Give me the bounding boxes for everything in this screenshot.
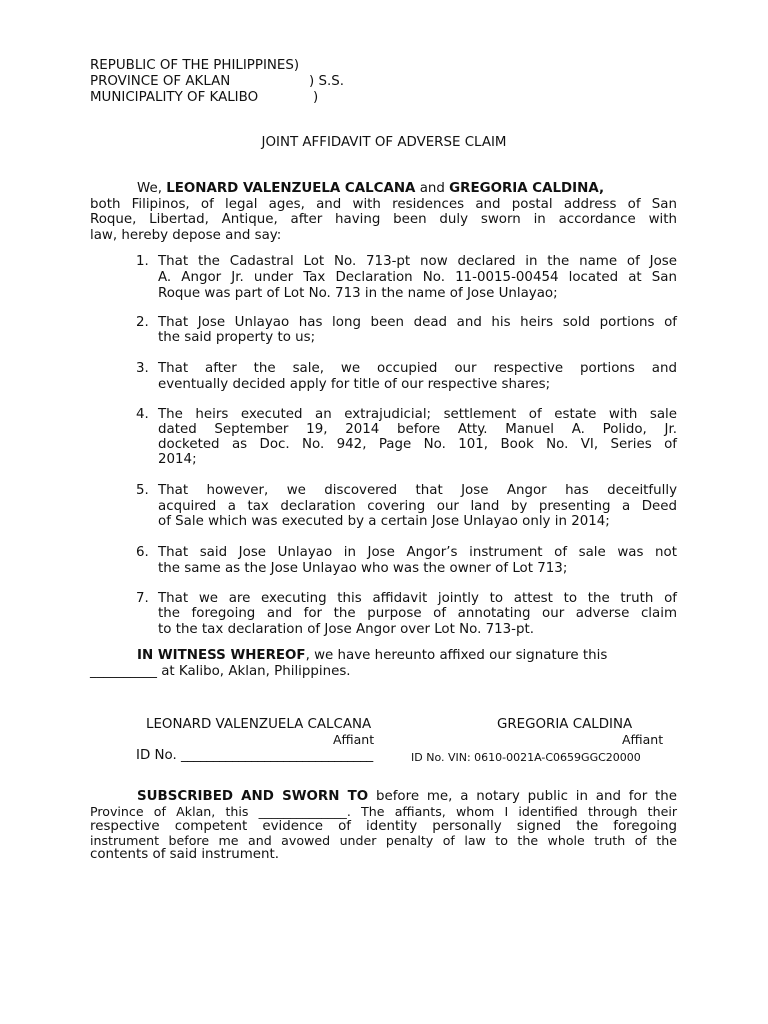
item-line: A. Angor Jr. under Tax Declaration No. 11-0015-00454 located at San [158, 270, 677, 285]
intro-line-4: law, hereby depose and say: [90, 228, 282, 243]
witness-line-2 [90, 664, 351, 680]
item-line: That the Cadastral Lot No. 713-pt now declared in the name of Jose [158, 254, 677, 269]
item-line: to the tax declaration of Jose Angor over Lot No. 713-pt. [158, 622, 535, 637]
jurat-line-5: contents of said instrument. [90, 847, 280, 862]
venue-paren: ) [313, 90, 319, 105]
witness-date-blank: __________ [90, 664, 157, 679]
item-line: the foregoing and for the purpose of annotating our adverse claim [158, 606, 677, 621]
item-number: 4. [136, 407, 149, 422]
id-line-1 [136, 748, 373, 764]
item-line: 2014; [158, 452, 197, 467]
venue-ss: ) S.S. [309, 74, 344, 89]
document-title: JOINT AFFIDAVIT OF ADVERSE CLAIM [261, 135, 507, 150]
item-line: Roque was part of Lot No. 713 in the name of Jose Unlayao; [158, 286, 558, 301]
item-line: That however, we discovered that Jose Angor has deceitfully [158, 483, 677, 498]
jurat-line-2: Province of Aklan, this ______________. The affiants, whom I identified through their [90, 804, 677, 819]
witness-heading: IN WITNESS WHEREOF [137, 648, 306, 663]
intro-line-2: both Filipinos, of legal ages, and with residences and postal address of San [90, 197, 677, 212]
item-line: That we are executing this affidavit jointly to attest to the truth of [158, 591, 677, 606]
signature-name-2: GREGORIA CALDINA [497, 717, 633, 732]
item-number: 3. [136, 361, 149, 376]
id-blank: ______________________________ [181, 748, 373, 763]
item-number: 2. [136, 315, 149, 330]
item-line: That after the sale, we occupied our respective portions and [158, 361, 677, 376]
item-line: The heirs executed an extrajudicial; settlement of estate with sale [158, 407, 677, 422]
item-number: 5. [136, 483, 149, 498]
item-line: docketed as Doc. No. 942, Page No. 101, Book No. VI, Series of [158, 437, 677, 452]
intro-line-3: Roque, Libertad, Antique, after having been duly sworn in accordance with [90, 212, 677, 227]
item-number: 1. [136, 254, 149, 269]
intro-we: We, [137, 181, 162, 196]
jurat-line-3: respective competent evidence of identity personally signed the foregoing [90, 819, 677, 834]
item-number: 6. [136, 545, 149, 560]
jurat-line-4: instrument before me and avowed under penalty of law to the whole truth of the [90, 833, 677, 848]
jurat-line-1 [137, 789, 677, 805]
signature-role-1: Affiant [333, 732, 375, 747]
item-line: eventually decided apply for title of our respective shares; [158, 377, 551, 392]
signature-role-2: Affiant [622, 732, 664, 747]
witness-line-1 [137, 648, 677, 664]
id-label: ID No. [136, 748, 177, 763]
item-line: acquired a tax declaration covering our land by presenting a Deed [158, 499, 677, 514]
item-number: 7. [136, 591, 149, 606]
item-line: That said Jose Unlayao in Jose Angor’s instrument of sale was not [158, 545, 677, 560]
item-line: the same as the Jose Unlayao who was the owner of Lot 713; [158, 561, 568, 576]
item-line: dated September 19, 2014 before Atty. Manuel A. Polido, Jr. [158, 422, 677, 437]
signature-name-1: LEONARD VALENZUELA CALCANA [146, 717, 372, 732]
item-line: of Sale which was executed by a certain Jose Unlayao only in 2014; [158, 514, 610, 529]
item-line: the said property to us; [158, 330, 316, 345]
item-line: That Jose Unlayao has long been dead and his heirs sold portions of [158, 315, 677, 330]
jurat-text: before me, a notary public in and for the [368, 789, 677, 804]
venue-line-province: PROVINCE OF AKLAN [90, 74, 231, 89]
intro-line-1 [137, 181, 604, 197]
jurat-heading: SUBSCRIBED AND SWORN TO [137, 789, 369, 804]
affiant-2-name: GREGORIA CALDINA, [449, 181, 605, 196]
venue-line-municipality: MUNICIPALITY OF KALIBO [90, 90, 259, 105]
witness-place: at Kalibo, Aklan, Philippines. [156, 664, 351, 679]
id-line-2: ID No. VIN: 0610-0021A-C0659GGC20000 [411, 751, 641, 764]
venue-line-republic: REPUBLIC OF THE PHILIPPINES) [90, 58, 300, 73]
witness-text: , we have hereunto affixed our signature this [305, 648, 608, 663]
affiant-1-name: LEONARD VALENZUELA CALCANA [166, 181, 416, 196]
intro-and: and [419, 181, 445, 196]
